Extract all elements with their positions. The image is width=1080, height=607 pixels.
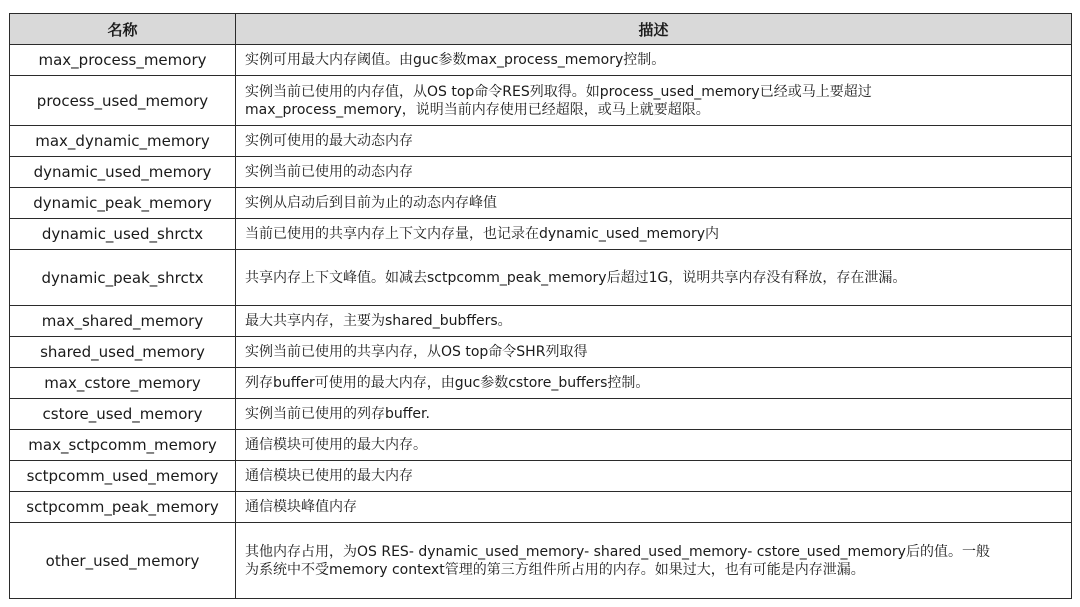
row-name: dynamic_peak_memory [10,188,236,219]
table-row [10,306,1072,337]
row-description [236,157,1072,188]
description-line: 通信模块已使用的最大内存 [245,468,413,484]
table-row [10,523,1072,599]
table-row [10,368,1072,399]
header-description: 描述 [236,14,1072,45]
row-description [236,492,1072,523]
description-line: 列存buffer可使用的最大内存，由guc参数cstore_buffers控制。 [245,375,650,391]
row-description [236,188,1072,219]
row-name: dynamic_peak_shrctx [10,250,236,306]
row-description [236,461,1072,492]
row-name: process_used_memory [10,76,236,126]
memory-parameter-table-container [9,13,1071,596]
description-line: 实例可使用的最大动态内存 [245,133,413,149]
table-row [10,430,1072,461]
row-name: sctpcomm_peak_memory [10,492,236,523]
description-line: max_process_memory，说明当前内存使用已经超限，或马上就要超限。 [245,101,710,118]
row-description [236,306,1072,337]
row-name: max_dynamic_memory [10,126,236,157]
table-row [10,126,1072,157]
row-description [236,430,1072,461]
table-row [10,76,1072,126]
description-line: 实例可用最大内存阈值。由guc参数max_process_memory控制。 [245,52,666,68]
row-description [236,368,1072,399]
row-name: max_process_memory [10,45,236,76]
table-row [10,337,1072,368]
row-name: dynamic_used_memory [10,157,236,188]
table-row [10,45,1072,76]
row-name: max_cstore_memory [10,368,236,399]
description-line: 为系统中不受memory context管理的第三方组件所占用的内存。如果过大，也有可能是内存泄漏。 [245,561,865,578]
row-description [236,250,1072,306]
table-row [10,157,1072,188]
row-description [236,76,1072,126]
row-name: sctpcomm_used_memory [10,461,236,492]
description-line: 通信模块可使用的最大内存。 [245,437,427,453]
description-line: 实例当前已使用的内存值，从OS top命令RES列取得。如process_used_memory已经或马上要超过 [245,83,872,100]
row-description [236,399,1072,430]
row-name: other_used_memory [10,523,236,599]
table-row [10,188,1072,219]
table-row [10,250,1072,306]
table-row [10,461,1072,492]
description-line: 通信模块峰值内存 [245,499,357,515]
description-line: 实例当前已使用的列存buffer. [245,406,430,422]
description-line: 实例当前已使用的动态内存 [245,164,413,180]
header-name: 名称 [10,14,236,45]
row-description [236,337,1072,368]
row-name: max_sctpcomm_memory [10,430,236,461]
table-header-row [10,14,1072,45]
memory-parameter-table [9,13,1072,599]
row-name: dynamic_used_shrctx [10,219,236,250]
table-row [10,492,1072,523]
description-line: 其他内存占用，为OS RES- dynamic_used_memory- shared_used_memory- cstore_used_memory后的值。一般 [245,543,990,560]
row-description [236,219,1072,250]
table-row [10,399,1072,430]
description-line: 实例当前已使用的共享内存，从OS top命令SHR列取得 [245,344,588,360]
description-line: 实例从启动后到目前为止的动态内存峰值 [245,195,497,211]
row-description [236,126,1072,157]
row-description [236,523,1072,599]
table-row [10,219,1072,250]
row-description [236,45,1072,76]
description-line: 当前已使用的共享内存上下文内存量，也记录在dynamic_used_memory内 [245,226,720,242]
row-name: max_shared_memory [10,306,236,337]
row-name: shared_used_memory [10,337,236,368]
row-name: cstore_used_memory [10,399,236,430]
description-line: 共享内存上下文峰值。如减去sctpcomm_peak_memory后超过1G，说明共享内存没有释放，存在泄漏。 [245,269,907,286]
description-line: 最大共享内存，主要为shared_bubffers。 [245,313,512,329]
